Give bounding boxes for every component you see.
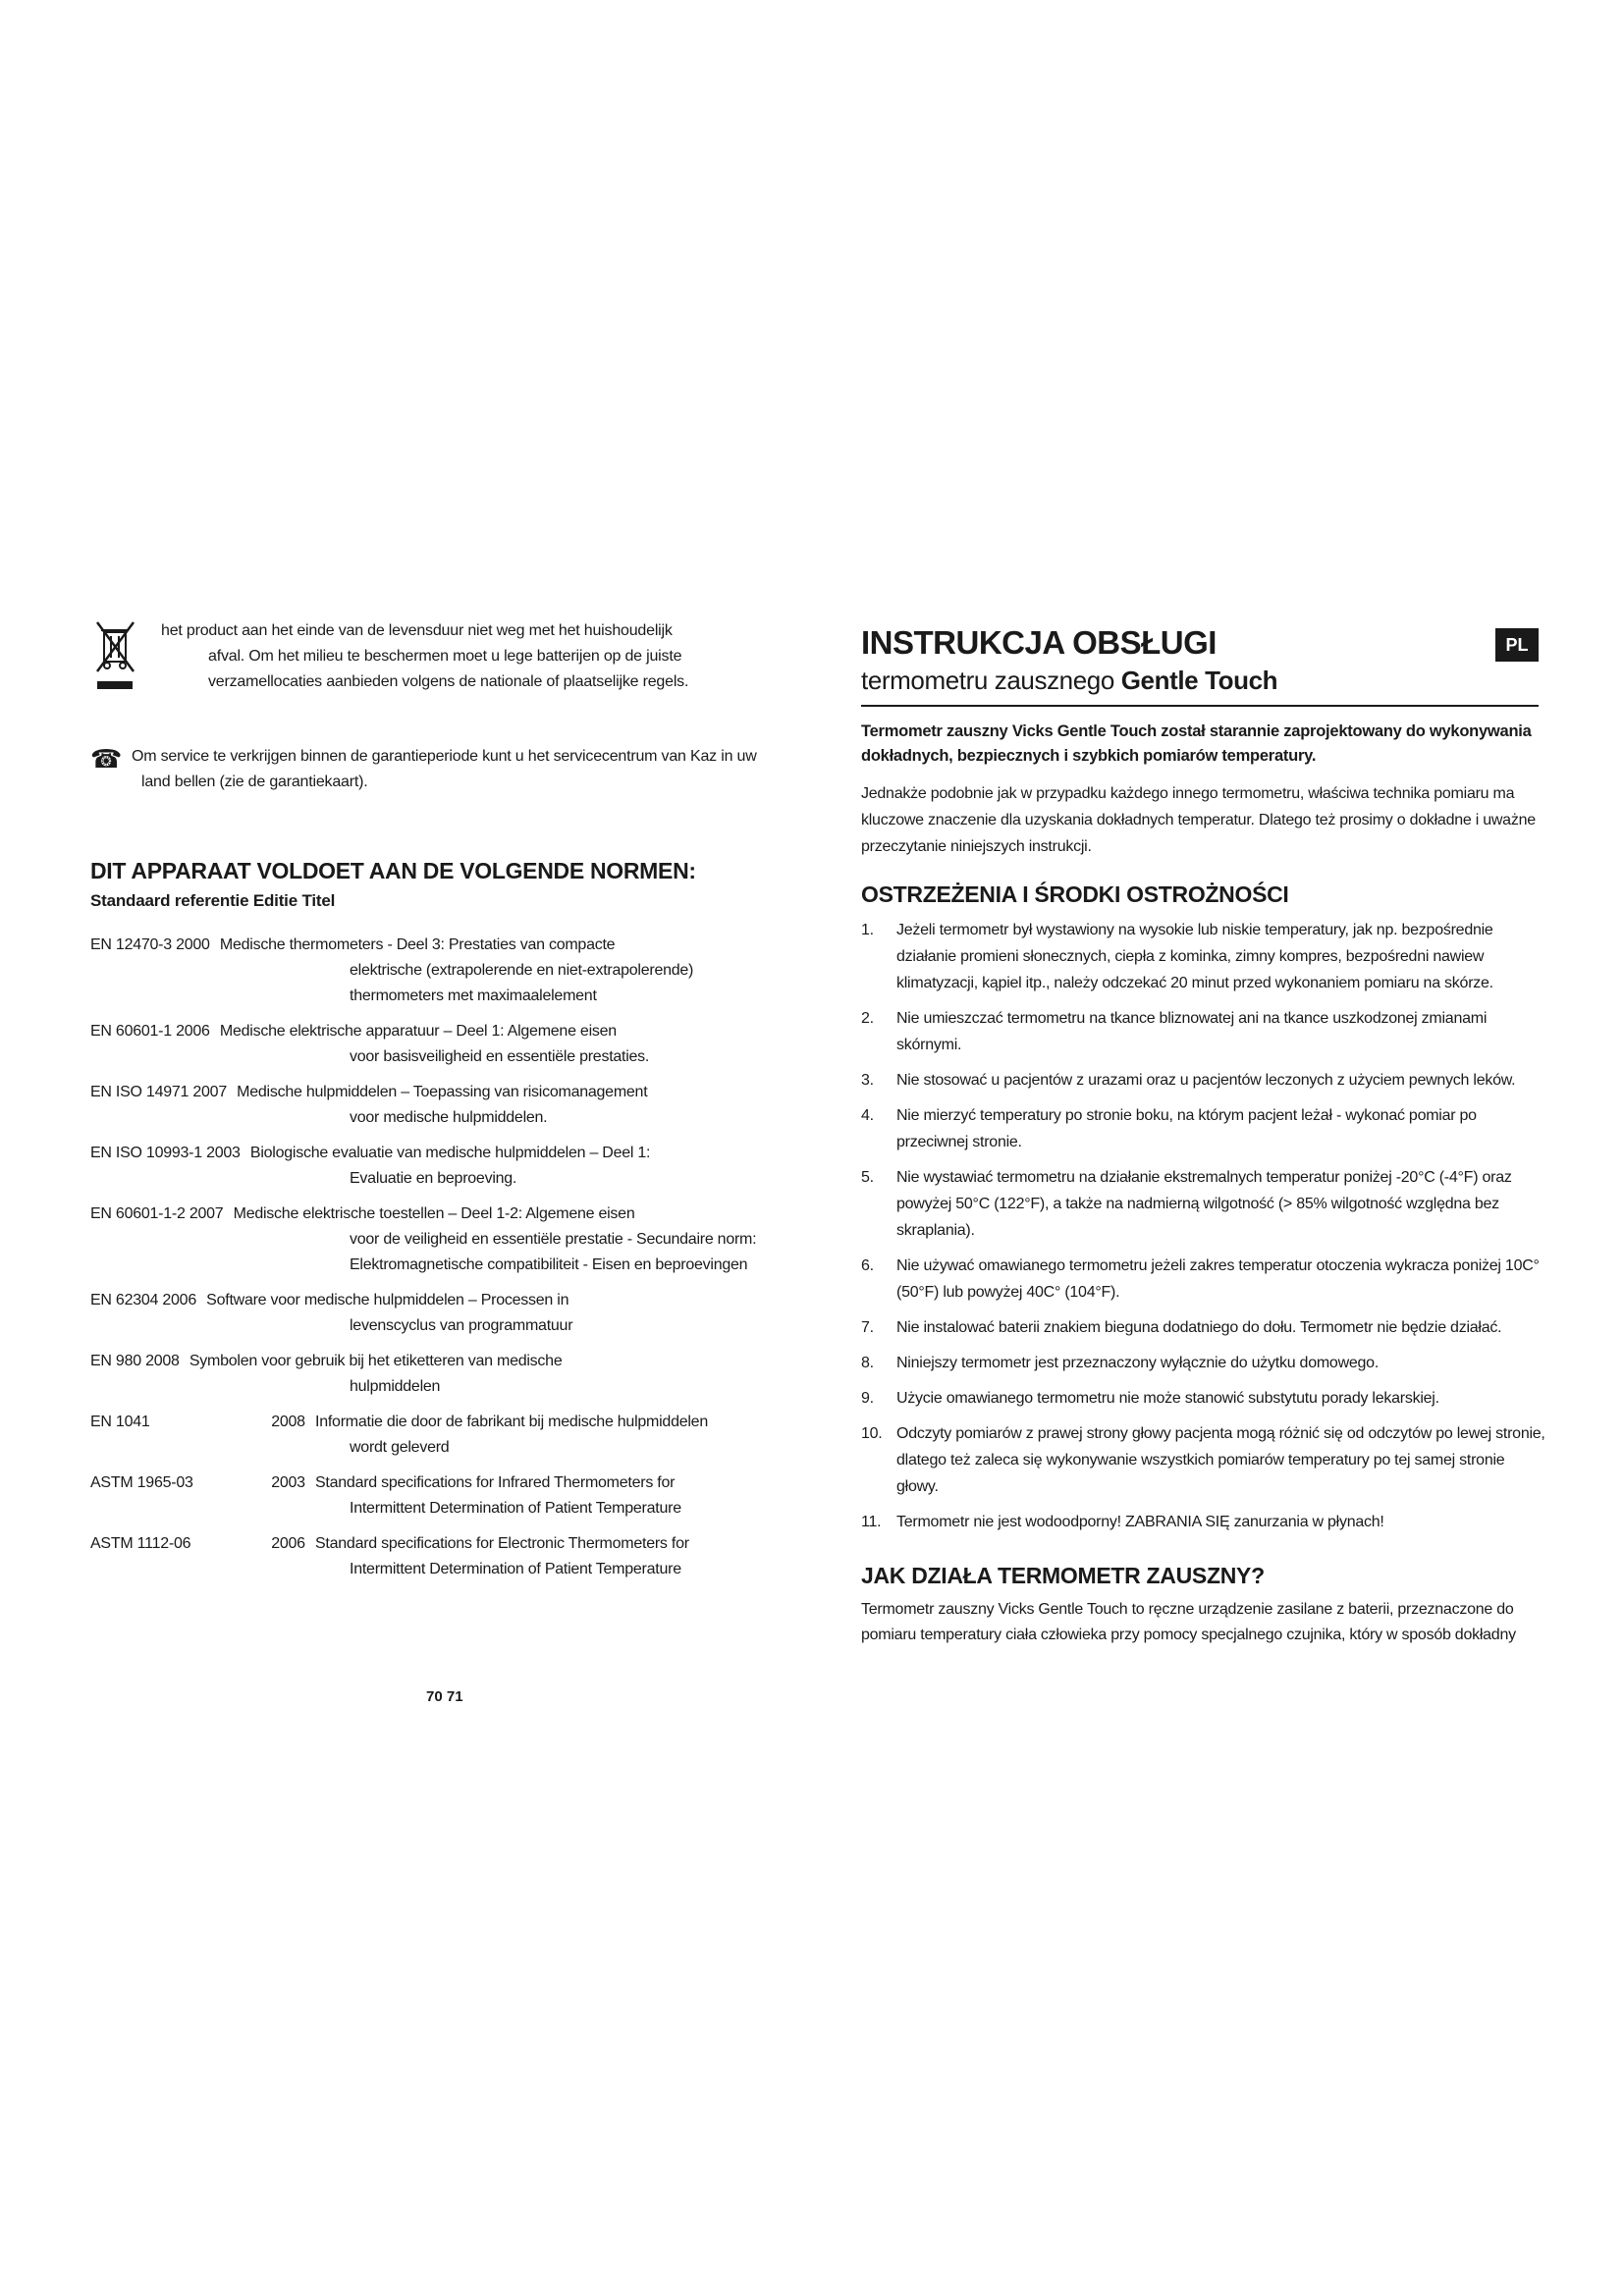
warning-item — [861, 1314, 1548, 1341]
warning-number: 4. — [861, 1107, 874, 1124]
standard-edition: 2000 — [176, 936, 210, 953]
standard-title-line: levenscyclus van programmatuur — [350, 1317, 573, 1334]
manual-title: INSTRUKCJA OBSŁUGI — [861, 624, 1217, 661]
service-notice — [90, 744, 778, 795]
how-it-works-text: Termometr zauszny Vicks Gentle Touch to ręczne urządzenie zasilane z baterii, przeznaczone do pomiaru temperatury ciała człowieka przy pomocy specjalnego czujnika, który w sposób dokładny — [861, 1601, 1516, 1643]
standard-edition: 2006 — [176, 1023, 210, 1040]
warning-number: 7. — [861, 1319, 874, 1336]
warning-text: Nie mierzyć temperatury po stronie boku, na którym pacjent leżał - wykonać pomiar po przeciwnej stronie. — [896, 1107, 1477, 1150]
subtitle-prefix: termometru zausznego — [861, 666, 1121, 695]
standard-title-line: voor medische hulpmiddelen. — [350, 1109, 548, 1126]
warning-text: Nie wystawiać termometru na działanie ekstremalnych temperatur poniżej -20°C (-4°F) oraz powyżej 50°C (122°F), a także na nadmierną wilgotność (> 85% wilgotność względna bez skraplania). — [896, 1169, 1512, 1239]
standard-edition: 2008 — [145, 1353, 180, 1369]
warning-number: 8. — [861, 1355, 874, 1371]
standards-list — [90, 933, 778, 1592]
standard-entry — [90, 1201, 778, 1278]
weee-line-2: afval. Om het milieu te beschermen moet u lege batterijen op de juiste — [208, 648, 682, 665]
standard-title-line: voor de veiligheid en essentiële prestatie - Secundaire norm: — [350, 1231, 757, 1248]
standard-entry — [90, 1349, 778, 1400]
warning-number: 1. — [861, 922, 874, 938]
warning-number: 11. — [861, 1514, 882, 1530]
language-badge: PL — [1495, 628, 1539, 662]
telephone-icon: ☎ — [90, 744, 123, 774]
standard-ref: EN ISO 10993-1 — [90, 1145, 202, 1161]
warning-number: 5. — [861, 1169, 874, 1186]
standard-title-line: Standard specifications for Infrared Thermometers for — [315, 1474, 676, 1491]
crossed-bin-icon — [94, 618, 137, 693]
warning-item — [861, 1102, 1548, 1155]
standard-title-line: Standard specifications for Electronic Thermometers for — [315, 1535, 689, 1552]
warning-text: Nie używać omawianego termometru jeżeli zakres temperatur otoczenia wykracza poniżej 10C° (50°F) lub powyżej 40C° (104°F). — [896, 1257, 1540, 1301]
warning-number: 9. — [861, 1390, 874, 1407]
warning-text: Odczyty pomiarów z prawej strony głowy pacjenta mogą różnić się od odczytów po lewej stronie, dlatego też zaleca się wykonywanie wszystkich pomiarów temperatury po tej samej stronie głowy. — [896, 1425, 1545, 1495]
standard-entry — [90, 933, 778, 1009]
standard-ref: EN 1041 — [90, 1414, 150, 1430]
standard-title-line: wordt geleverd — [350, 1439, 450, 1456]
warning-number: 2. — [861, 1010, 874, 1027]
intro-bold: Termometr zauszny Vicks Gentle Touch został starannie zaprojektowany do wykonywania dokładnych, bezpiecznych i szybkich pomiarów temperatury. — [861, 722, 1532, 765]
warning-number: 6. — [861, 1257, 874, 1274]
standard-title-line: Informatie die door de fabrikant bij medische hulpmiddelen — [315, 1414, 708, 1430]
standard-entry — [90, 1019, 778, 1070]
standard-ref: EN 60601-1 — [90, 1023, 172, 1040]
page-numbers: 70 71 — [426, 1688, 463, 1705]
standard-ref: EN 60601-1-2 — [90, 1205, 186, 1222]
weee-line-1: het product aan het einde van de levensduur niet weg met het huishoudelijk — [161, 622, 673, 639]
standard-title-line: hulpmiddelen — [350, 1378, 441, 1395]
service-line-2: land bellen (zie de garantiekaart). — [141, 774, 368, 790]
standard-ref: EN 12470-3 — [90, 936, 172, 953]
weee-line-3: verzamellocaties aanbieden volgens de nationale of plaatselijke regels. — [208, 673, 689, 690]
warning-item — [861, 1350, 1548, 1376]
standard-title-line: Intermittent Determination of Patient Temperature — [350, 1500, 681, 1517]
warning-text: Nie stosować u pacjentów z urazami oraz u pacjentów leczonych z użyciem pewnych leków. — [896, 1072, 1516, 1089]
warning-text: Nie instalować baterii znakiem bieguna dodatniego do dołu. Termometr nie będzie działać. — [896, 1319, 1502, 1336]
standard-ref: EN ISO 14971 — [90, 1084, 189, 1100]
standard-title-line: Medische elektrische apparatuur – Deel 1: Algemene eisen — [219, 1023, 617, 1040]
warning-item — [861, 1420, 1548, 1500]
standard-edition: 2006 — [271, 1535, 305, 1552]
warning-text: Niniejszy termometr jest przeznaczony wyłącznie do użytku domowego. — [896, 1355, 1380, 1371]
service-line-1: Om service te verkrijgen binnen de garantieperiode kunt u het servicecentrum van Kaz in uw — [132, 748, 757, 765]
warning-text: Nie umieszczać termometru na tkance bliznowatej ani na tkance uszkodzonej zmianami skórnymi. — [896, 1010, 1488, 1053]
standard-title-line: thermometers met maximaalelement — [350, 988, 597, 1004]
warning-text: Jeżeli termometr był wystawiony na wysokie lub niskie temperatury, jak np. bezpośrednie działanie promieni słonecznych, ciepła z kominka, zimny kompres, bezpośredni nawiew klimatyzacji, kąpiel itp., należy odczekać 20 minut przed wykonaniem pomiaru na skórze. — [896, 922, 1493, 991]
warning-number: 3. — [861, 1072, 874, 1089]
intro-text: Jednakże podobnie jak w przypadku każdego innego termometru, właściwa technika pomiaru ma kluczowe znaczenie dla uzyskania dokładnych temperatur. Dlatego też prosimy o dokładne i uważne przeczytanie niniejszych instrukcji. — [861, 785, 1536, 855]
warning-item — [861, 1385, 1548, 1412]
standard-edition: 2003 — [271, 1474, 305, 1491]
standard-title-line: Biologische evaluatie van medische hulpmiddelen – Deel 1: — [249, 1145, 651, 1161]
warning-item — [861, 1253, 1548, 1306]
weee-notice — [94, 618, 772, 695]
manual-subtitle — [861, 666, 1277, 696]
subtitle-product: Gentle Touch — [1120, 666, 1278, 695]
standard-title-line: Medische elektrische toestellen – Deel 1-2: Algemene eisen — [233, 1205, 635, 1222]
standard-title-line: Evaluatie en beproeving. — [350, 1170, 517, 1187]
standard-edition: 2007 — [189, 1205, 224, 1222]
warning-item — [861, 917, 1548, 996]
title-divider — [861, 705, 1539, 707]
warnings-list — [861, 917, 1548, 1544]
standard-title-line: Software voor medische hulpmiddelen – Processen in — [206, 1292, 569, 1308]
standard-entry — [90, 1141, 778, 1192]
standard-entry — [90, 1470, 778, 1522]
standard-title-line: voor basisveiligheid en essentiële prestaties. — [350, 1048, 650, 1065]
warnings-title: OSTRZEŻENIA I ŚRODKI OSTROŻNOŚCI — [861, 881, 1289, 907]
warning-item — [861, 1067, 1548, 1094]
standard-title-line: elektrische (extrapolerende en niet-extrapolerende) — [350, 962, 694, 979]
standard-entry — [90, 1531, 778, 1582]
standard-edition: 2008 — [271, 1414, 305, 1430]
standard-edition: 2006 — [162, 1292, 196, 1308]
warning-item — [861, 1005, 1548, 1058]
standard-ref: EN 62304 — [90, 1292, 159, 1308]
standard-ref: EN 980 — [90, 1353, 141, 1369]
right-page — [812, 0, 1624, 2296]
standard-edition: 2003 — [206, 1145, 241, 1161]
standard-entry — [90, 1410, 778, 1461]
standard-title-line: Elektromagnetische compatibiliteit - Eisen en beproevingen — [350, 1256, 748, 1273]
warning-text: Użycie omawianego termometru nie może stanowić substytutu porady lekarskiej. — [896, 1390, 1439, 1407]
standard-title-line: Intermittent Determination of Patient Temperature — [350, 1561, 681, 1577]
warning-text: Termometr nie jest wodoodporny! ZABRANIA SIĘ zanurzania w płynach! — [896, 1514, 1384, 1530]
warning-item — [861, 1164, 1548, 1244]
standard-title-line: Medische hulpmiddelen – Toepassing van risicomanagement — [237, 1084, 648, 1100]
standard-title-line: Medische thermometers - Deel 3: Prestaties van compacte — [219, 936, 616, 953]
standard-ref: ASTM 1112-06 — [90, 1535, 191, 1552]
standard-entry — [90, 1080, 778, 1131]
standard-title-line: Symbolen voor gebruik bij het etiketteren van medische — [189, 1353, 563, 1369]
how-it-works-title: JAK DZIAŁA TERMOMETR ZAUSZNY? — [861, 1563, 1265, 1588]
warning-item — [861, 1509, 1548, 1535]
standard-ref: ASTM 1965-03 — [90, 1474, 193, 1491]
warning-number: 10. — [861, 1425, 883, 1442]
norms-title: DIT APPARAAT VOLDOET AAN DE VOLGENDE NORMEN: — [90, 858, 696, 883]
standard-entry — [90, 1288, 778, 1339]
standard-edition: 2007 — [192, 1084, 227, 1100]
norms-subtitle: Standaard referentie Editie Titel — [90, 891, 336, 910]
